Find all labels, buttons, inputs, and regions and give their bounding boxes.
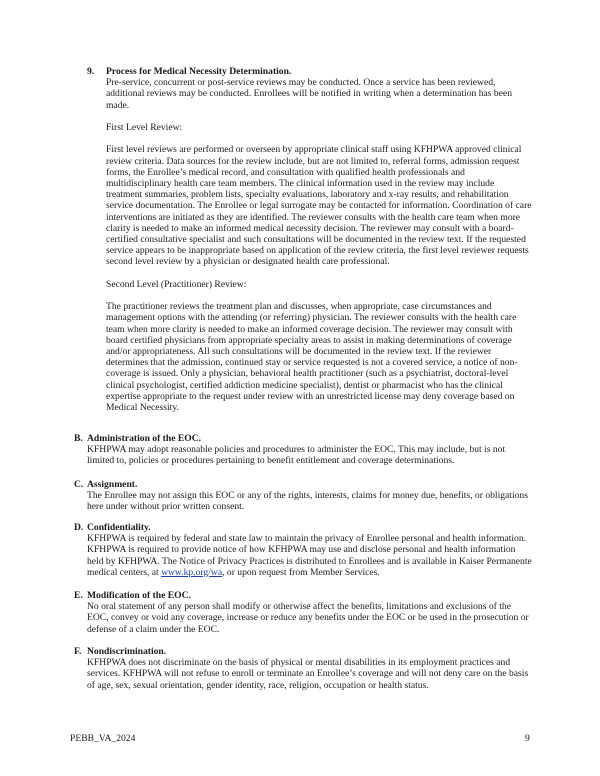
section-intro: Pre-service, concurrent or post-service reviews may be conducted. Once a service has been reviewed, additional reviews may be conducted. Enrollees will be notified in writing when a determination has been made. — [106, 77, 513, 111]
section-heading: Process for Medical Necessity Determination. — [106, 66, 292, 77]
section-body — [87, 522, 534, 578]
section-body — [87, 590, 534, 635]
section-text: No oral statement of any person shall modify or otherwise affect the benefits, limitations and exclusions of the EOC, convey or void any coverage, increase or reduce any benefits under the EOC or be used in the prosecution or defense of a claim under the EOC. — [87, 601, 529, 635]
section-body — [106, 66, 532, 413]
footer-page-number: 9 — [525, 733, 530, 744]
section-letter: B. — [74, 433, 83, 444]
second-level-review-title: Second Level (Practitioner) Review: — [106, 278, 247, 290]
second-level-review-text: The practitioner reviews the treatment plan and discusses, when appropriate, case circumstances and management options with the attending (or referring) physician. The reviewer consults with the health care team when more clarity is needed to make an informed coverage decision. The reviewer may consult with board certified physicians from appropriate specialty areas to assist in making determinations of coverage and/or appropriateness. All such consultations will be documented in the review text. If the reviewer determines that the admission, continued stay or service requested is not a covered service, a notice of non-coverage is issued. Only a physician, behavioral health practitioner (such as a psychiatrist, doctoral-level clinical psychologist, certified addiction medicine specialist), dentist or pharmacist who has the clinical expertise appropriate to the request under review with an unrestricted license may deny coverage based on Medical Necessity. — [106, 301, 518, 414]
section-heading: Administration of the EOC. — [87, 433, 202, 444]
section-text: The Enrollee may not assign this EOC or any of the rights, interests, claims for money due, benefits, or obligations here under without prior written consent. — [87, 490, 528, 513]
section-heading: Assignment. — [87, 479, 138, 490]
section-body — [87, 479, 534, 513]
section-heading: Modification of the EOC. — [87, 590, 191, 601]
section-number: 9. — [87, 66, 95, 77]
section-body — [87, 433, 534, 467]
section-letter: E. — [74, 590, 83, 601]
section-letter: C. — [74, 479, 84, 490]
section-letter: D. — [74, 522, 84, 533]
kp-website-link[interactable]: www.kp.org/wa — [161, 566, 223, 578]
section-heading: Nondiscrimination. — [87, 646, 167, 657]
footer-doc-id: PEBB_VA_2024 — [70, 733, 136, 744]
section-text: KFHPWA does not discriminate on the basis of physical or mental disabilities in its employment practices and services. KFHPWA will not refuse to enroll or terminate an Enrollee’s coverage and will not deny care on the basis of age, sex, sexual orientation, gender identity, race, religion, occupation or health status. — [87, 657, 529, 691]
section-text: KFHPWA may adopt reasonable policies and procedures to administer the EOC. This may include, but is not limited to, policies or procedures pertaining to benefit entitlement and coverage determinations. — [87, 444, 506, 467]
first-level-review-text: First level reviews are performed or overseen by appropriate clinical staff using KFHPWA approved clinical review criteria. Data sources for the review include, but are not limited to, referral forms, admission request forms, the Enrollee’s medical record, and consultation with qualified health professionals and multidisciplinary health care team members. The clinical information used in the review may include treatment summaries, problem lists, specialty evaluations, laboratory and x-ray results, and rehabilitation service documentation. The Enrollee or legal surrogate may be contacted for information. Coordination of care interventions are initiated as they are identified. The reviewer consults with the health care team when more clarity is needed to make an informed medical necessity decision. The reviewer may consult with a board-certified consultative specialist and such consultations will be documented in the review text. If the requested service appears to be inappropriate based on application of the review criteria, the first level reviewer requests second level review by a physician or designated health care professional. — [106, 144, 532, 268]
section-letter: F. — [74, 646, 82, 657]
section-body — [87, 646, 534, 691]
first-level-review-title: First Level Review: — [106, 122, 183, 133]
section-text: KFHPWA is required by federal and state law to maintain the privacy of Enrollee personal and health information. KFHPWA is required to provide notice of how KFHPWA may use and disclose personal and health information held by KFHPWA. The Notice of Privacy Practices is distributed to Enrollees and is available in Kaiser Permanente medical centers, at www.kp.org/wa, or upon request from Member Services. — [87, 533, 532, 578]
section-heading: Confidentiality. — [87, 522, 151, 533]
